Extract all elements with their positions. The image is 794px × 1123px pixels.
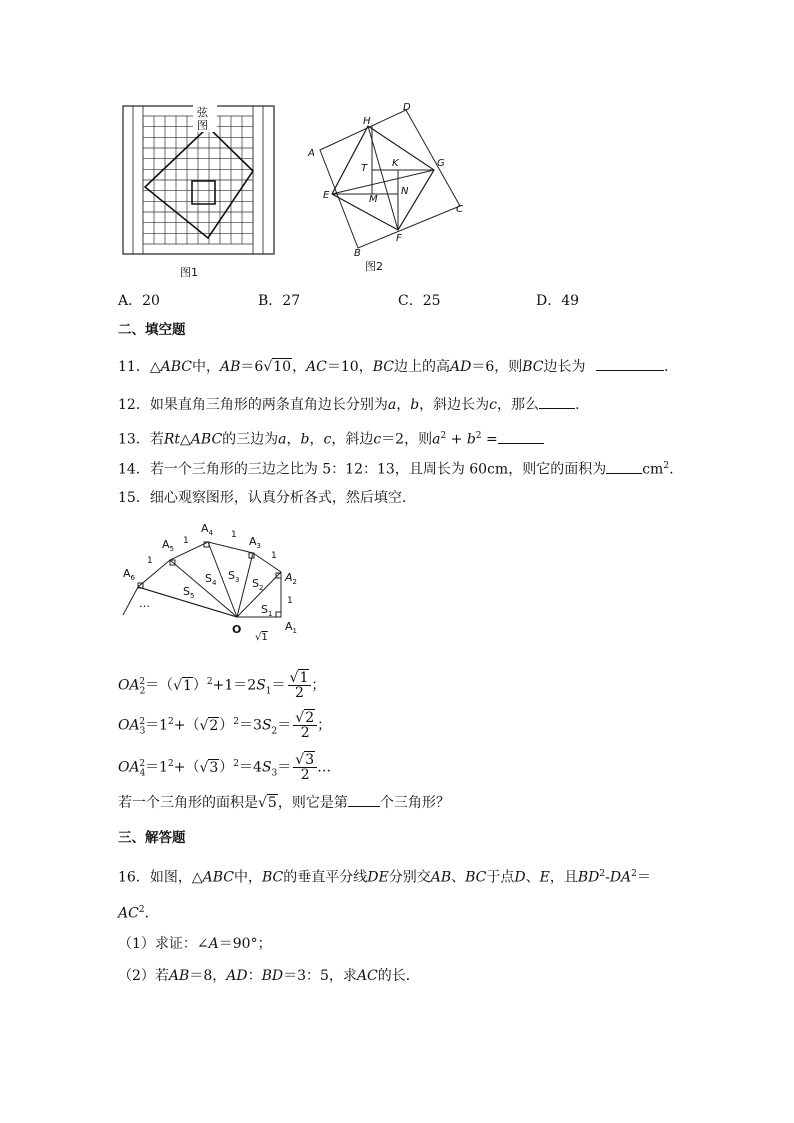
question-11: 11．△ABC中，AB＝6√10，AC＝10，BC边上的高AD＝6，则BC边长为 .: [118, 356, 668, 377]
q12-answer-blank[interactable]: [539, 394, 575, 409]
label-K: K: [392, 158, 399, 169]
option-d: D．49: [536, 293, 580, 309]
svg-text:1: 1: [147, 556, 153, 566]
svg-text:1: 1: [271, 551, 277, 561]
svg-text:A4: $A_4$: [201, 522, 213, 537]
option-b: B．27: [258, 293, 301, 309]
svg-text:A1: $A_1$: [285, 620, 297, 635]
q15-answer-blank[interactable]: [348, 792, 380, 807]
label-H: H: [363, 116, 371, 127]
label-E: E: [323, 190, 330, 201]
label-N: N: [401, 186, 409, 197]
svg-text:S3: $S_3$: [228, 569, 240, 584]
figure-1-title-top: 弦: [197, 106, 208, 119]
label-B: B: [354, 248, 361, 259]
q14-answer-blank[interactable]: [606, 459, 642, 474]
svg-text:√1: √1: [255, 632, 268, 643]
section-2-heading: 二、填空题: [118, 322, 186, 338]
figure-1-caption: 图1: [180, 266, 198, 279]
svg-text:1: 1: [231, 530, 237, 540]
question-14: 14．若一个三角形的三边之比为 5：12：13，且周长为 60cm，则它的面积为 $cm^2$.: [118, 456, 674, 480]
svg-text:1: 1: [183, 536, 189, 546]
label-F: F: [396, 233, 402, 244]
figure-2-square-diagram: [300, 98, 480, 278]
formula-2: $OA_3^2=1^2+(√2)^2=3S_2=$ $\frac{√2}{2}$ ；: [118, 710, 332, 742]
svg-text:1: 1: [287, 596, 293, 606]
q11-answer-blank[interactable]: [596, 356, 664, 371]
question-15-ask: 若一个三角形的面积是√5，则它是第 个三角形？: [118, 792, 450, 813]
svg-text:…: …: [139, 597, 150, 610]
formula-1: $OA_2^2=(√1)^2+1=2S_1=$ $\frac{√1}{2}$ ；: [118, 670, 326, 702]
question-16-line-1: 16．如图，△ABC中，BC的垂直平分线DE分别交AB、BC于点D、E，且$BD^2-DA^2=$: [118, 869, 651, 886]
sqrt-10: √10: [263, 359, 292, 375]
formula-3: $OA_4^2=1^2+(√3)^2=4S_3=$ $\frac{√3}{2}$ …: [118, 752, 332, 784]
label-D: D: [403, 102, 411, 113]
label-C: C: [456, 204, 463, 215]
question-16-part-1: （1）求证：∠A＝90°；: [118, 936, 272, 952]
figure-2-caption: 图2: [365, 260, 383, 273]
figure-1-chord-diagram: [120, 104, 280, 284]
svg-text:A2: $A_2$: [285, 571, 297, 586]
svg-text:S1: $S_1$: [261, 603, 273, 618]
svg-text:A6: $A_6$: [123, 567, 135, 582]
svg-text:S5: $S_5$: [183, 585, 195, 600]
section-3-heading: 三、解答题: [118, 830, 186, 846]
figure-1-title-bottom: 图: [197, 119, 208, 132]
svg-text:O: O: [232, 623, 242, 636]
svg-text:S2: $S_2$: [252, 577, 264, 592]
label-A: A: [308, 148, 315, 159]
question-13: 13．若Rt△ABC的三边为a，b，c，斜边c＝2，则$a^2 + b^2$ =: [118, 426, 544, 450]
option-a: A．20: [118, 293, 160, 309]
question-16-part-2: （2）若AB＝8，AD：BD＝3：5，求AC的长．: [118, 968, 420, 984]
svg-text:A5: $A_5$: [162, 538, 174, 553]
question-12: 12．如果直角三角形的两条直角边长分别为a，b，斜边长为c，那么 .: [118, 394, 579, 415]
option-c: C．25: [398, 293, 441, 309]
figure-3-spiral-triangles: [115, 515, 315, 645]
label-G: G: [437, 158, 445, 169]
label-M: M: [369, 194, 378, 205]
question-15: 15．细心观察图形，认真分析各式，然后填空．: [118, 490, 416, 506]
q13-answer-blank[interactable]: [498, 429, 544, 444]
svg-text:S4: $S_4$: [205, 572, 217, 587]
label-T: T: [361, 163, 368, 174]
svg-text:A3: $A_3$: [249, 535, 261, 550]
question-16-line-2: $AC^2$．: [118, 905, 159, 922]
